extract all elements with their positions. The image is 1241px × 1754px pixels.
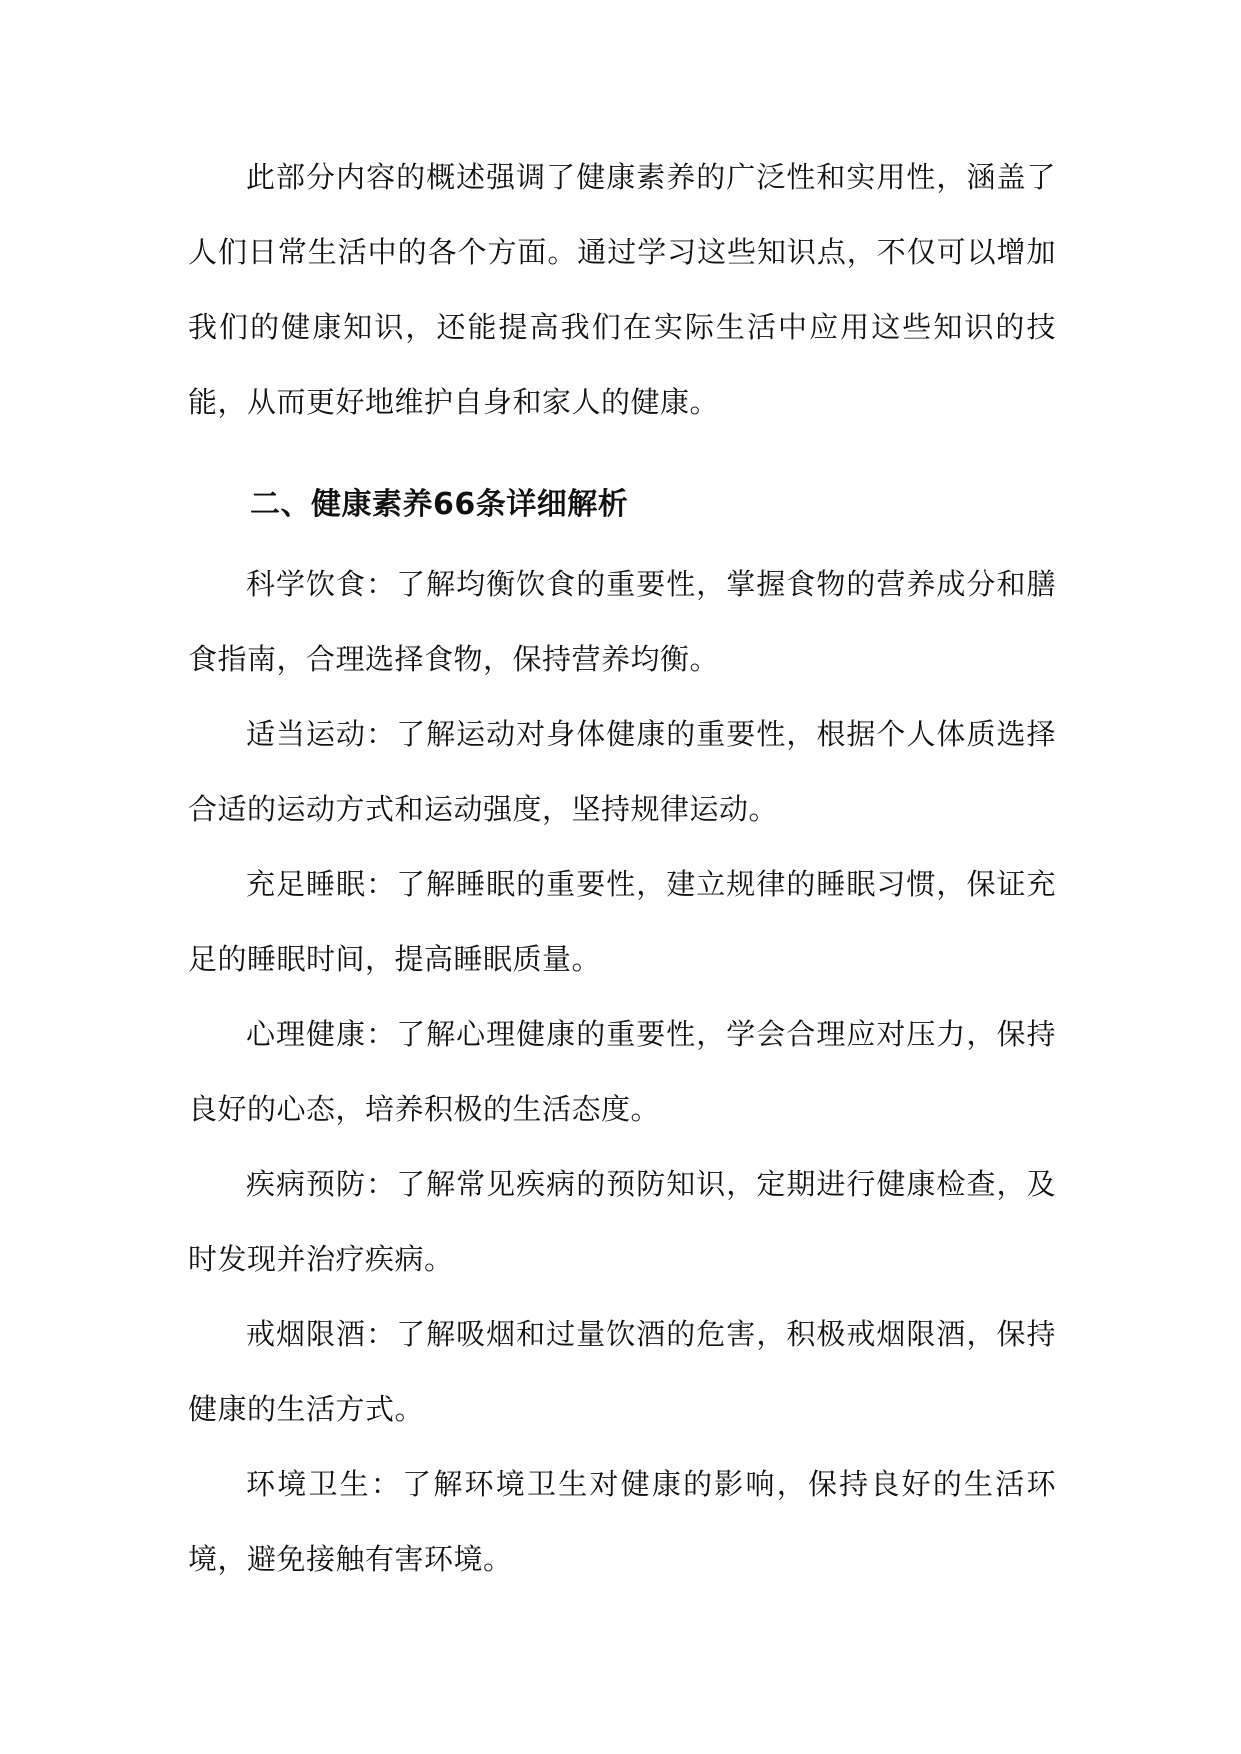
item-paragraph-sleep: 充足睡眠：了解睡眠的重要性，建立规律的睡眠习惯，保证充足的睡眠时间，提高睡眠质量。 <box>188 867 1056 976</box>
intro-paragraph: 此部分内容的概述强调了健康素养的广泛性和实用性，涵盖了人们日常生活中的各个方面。通过学习这些知识点，不仅可以增加我们的健康知识，还能提高我们在实际生活中应用这些知识的技能，从而更好地维护自身和家人的健康。 <box>188 160 1056 419</box>
spacer <box>188 527 1056 547</box>
section-heading: 二、健康素养66条详细解析 <box>250 487 629 522</box>
spacer <box>188 440 1056 483</box>
item-paragraph-exercise: 适当运动：了解运动对身体健康的重要性，根据个人体质选择合适的运动方式和运动强度，坚持规律运动。 <box>188 717 1056 826</box>
item-paragraph-environment: 环境卫生：了解环境卫生对健康的影响，保持良好的生活环境，避免接触有害环境。 <box>188 1467 1056 1576</box>
item-paragraph-disease-prevention: 疾病预防：了解常见疾病的预防知识，定期进行健康检查，及时发现并治疗疾病。 <box>188 1167 1056 1276</box>
item-paragraph-mental-health: 心理健康：了解心理健康的重要性，学会合理应对压力，保持良好的心态，培养积极的生活态度。 <box>188 1017 1056 1126</box>
item-paragraph-diet: 科学饮食：了解均衡饮食的重要性，掌握食物的营养成分和膳食指南，合理选择食物，保持营养均衡。 <box>188 567 1056 676</box>
item-paragraph-smoking-drinking: 戒烟限酒：了解吸烟和过量饮酒的危害，积极戒烟限酒，保持健康的生活方式。 <box>188 1317 1056 1426</box>
document-body <box>188 140 1056 1597</box>
